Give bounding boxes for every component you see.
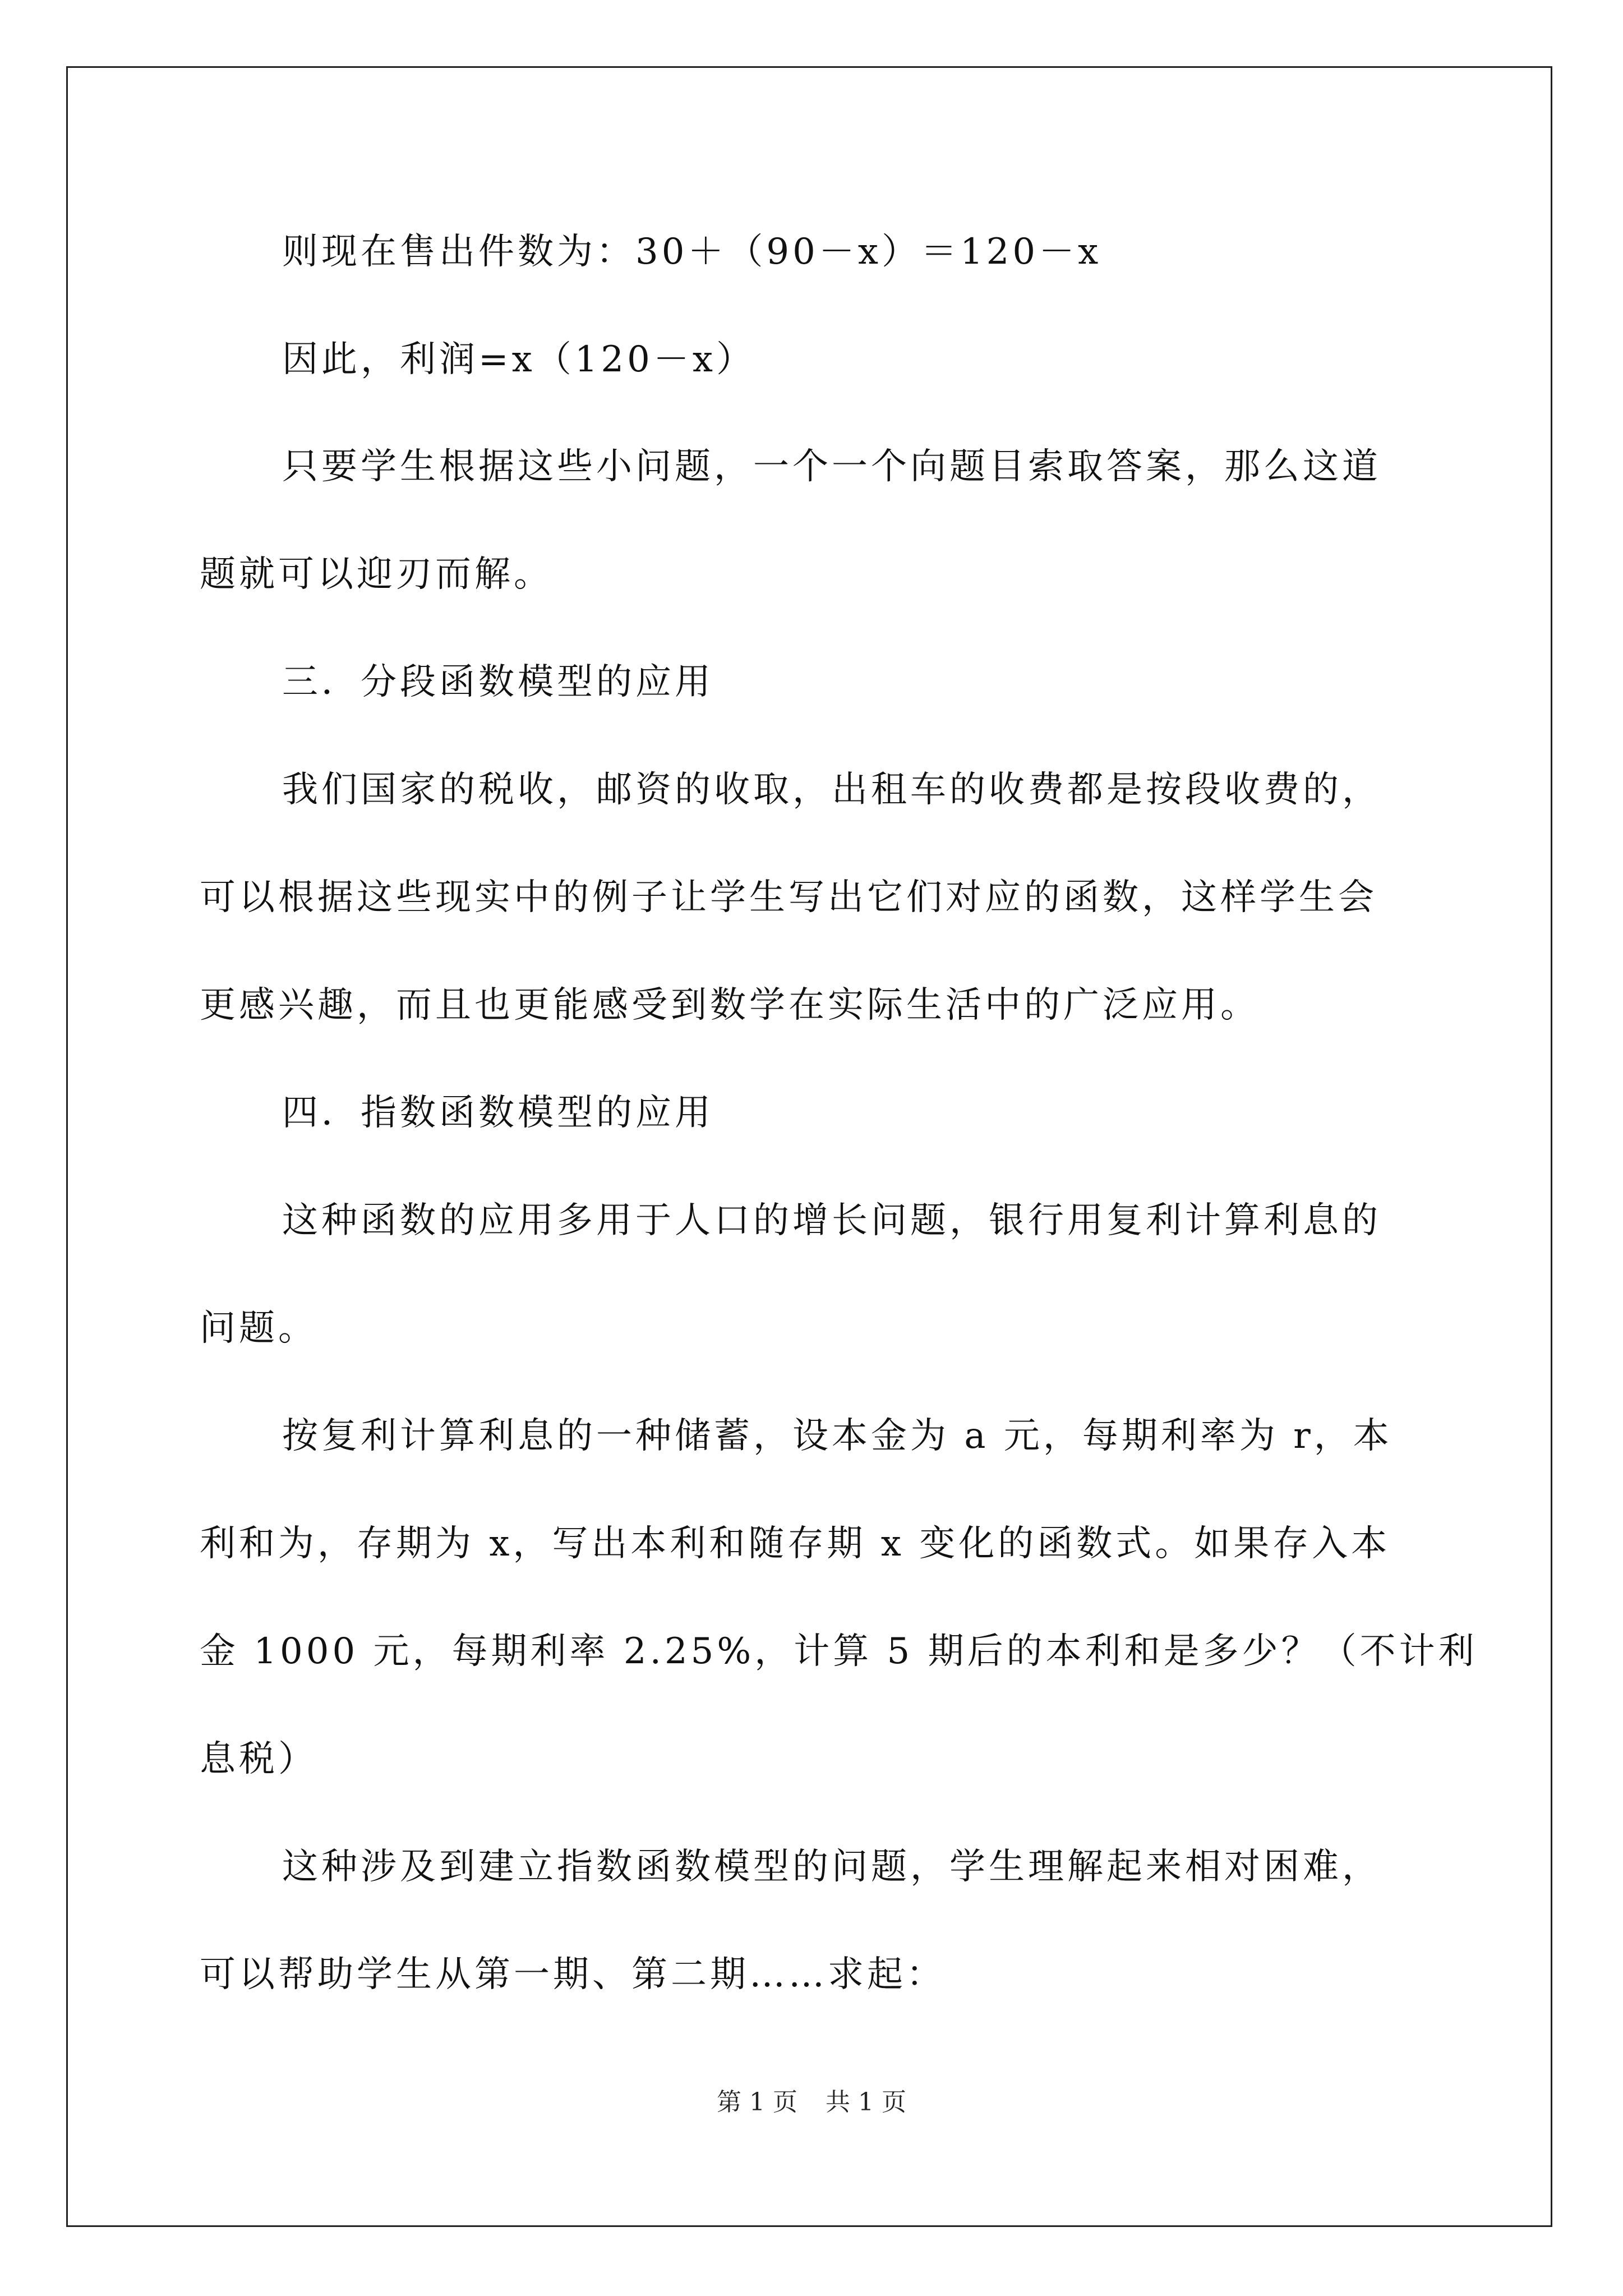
page-border	[66, 66, 1552, 2227]
text-line-8: 更感兴趣，而且也更能感受到数学在实际生活中的广泛应用。	[200, 984, 1260, 1026]
section-heading-3: 三．分段函数模型的应用	[282, 661, 714, 703]
text-line-1: 则现在售出件数为：30＋（90－x）＝120－x	[282, 231, 1102, 273]
text-line-12: 按复利计算利息的一种储蓄，设本金为 a 元，每期利率为 r，本	[282, 1415, 1393, 1457]
text-line-6: 我们国家的税收，邮资的收取，出租车的收费都是按段收费的，	[282, 769, 1381, 811]
section-heading-4: 四．指数函数模型的应用	[282, 1092, 714, 1134]
text-line-16: 这种涉及到建立指数函数模型的问题，学生理解起来相对困难，	[282, 1846, 1381, 1888]
text-line-4: 题就可以迎刃而解。	[200, 554, 553, 595]
text-line-13: 利和为，存期为 x，写出本利和随存期 x 变化的函数式。如果存入本	[200, 1523, 1391, 1565]
text-line-7: 可以根据这些现实中的例子让学生写出它们对应的函数，这样学生会	[200, 877, 1377, 918]
page-total: 共 1 页	[826, 2088, 906, 2116]
text-line-14: 金 1000 元，每期利率 2.25%，计算 5 期后的本利和是多少？（不计利	[200, 1631, 1478, 1672]
page-footer	[0, 2086, 1623, 2119]
text-line-10: 这种函数的应用多用于人口的增长问题，银行用复利计算利息的	[282, 1200, 1381, 1241]
text-line-15: 息税）	[200, 1738, 317, 1780]
page-number: 第 1 页	[717, 2088, 797, 2116]
text-line-11: 问题。	[200, 1308, 317, 1349]
text-line-2: 因此，利润=x（120－x）	[282, 339, 755, 380]
text-line-3: 只要学生根据这些小问题，一个一个向题目索取答案，那么这道	[282, 446, 1381, 487]
text-line-17: 可以帮助学生从第一期、第二期……求起：	[200, 1954, 946, 1995]
